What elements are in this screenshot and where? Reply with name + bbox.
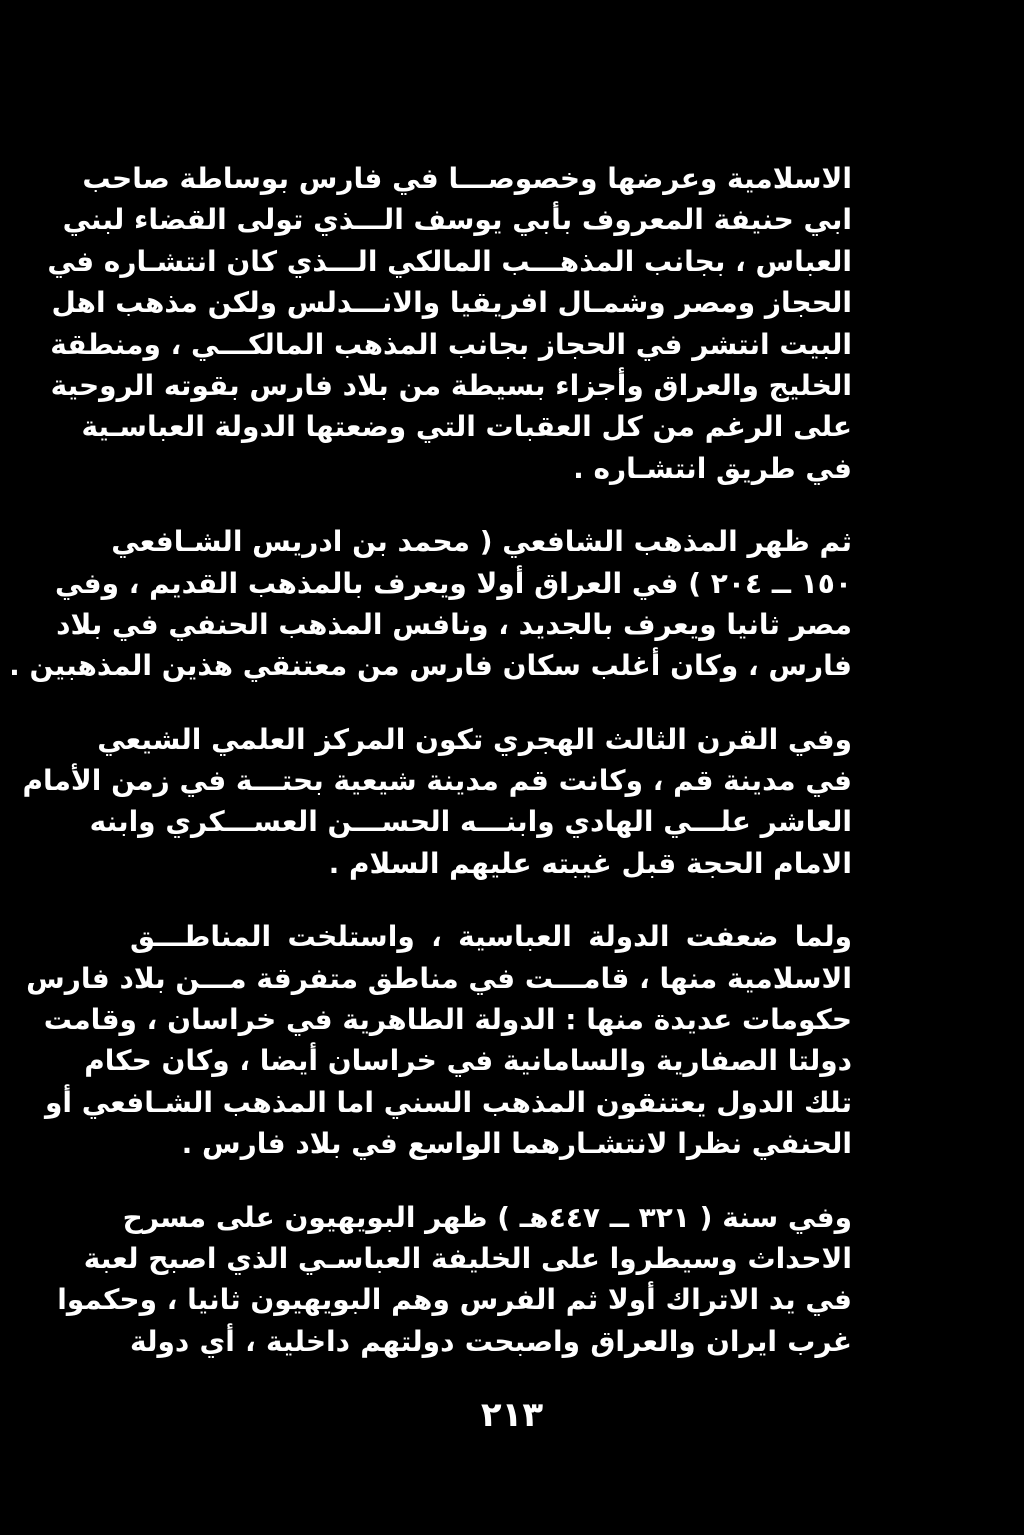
text-line: دولتا الصفارية والسامانية في خراسان أيضا ، وكان حكام — [84, 1044, 852, 1078]
paragraph-1 — [47, 158, 852, 489]
paragraph-5 — [57, 1197, 852, 1363]
text-line: في طريق انتشـاره . — [573, 451, 852, 485]
text-line: الاسلامية منها ، قامـــت في مناطق متفرقة مـــن بلاد فارس — [26, 961, 852, 995]
text-line: تلك الدول يعتنقون المذهب السني اما المذهب الشـافعي أو — [45, 1085, 852, 1119]
text-line: فارس ، وكان أغلب سكان فارس من معتنقي هذين المذهبين . — [9, 649, 852, 683]
text-line: الاسلامية وعرضها وخصوصـــا في فارس بوساطة صاحب — [82, 162, 852, 195]
text-line: مصر ثانيا ويعرف بالجديد ، ونافس المذهب الحنفي في بلاد — [56, 607, 852, 641]
text-line: العاشر علـــي الهادي وابنـــه الحســـن العســـكري وابنه — [89, 805, 852, 839]
paragraph-2 — [9, 521, 852, 687]
paragraph-gap — [130, 489, 852, 521]
text-line: في مدينة قم ، وكانت قم مدينة شيعية بحتـــة في زمن الأمام — [22, 764, 852, 798]
text-line: الخليج والعراق وأجزاء بسيطة من بلاد فارس بقوته الروحية — [50, 368, 852, 402]
text-line: على الرغم من كل العقبات التي وضعتها الدولة العباسـية — [81, 410, 852, 444]
text-line: غرب ايران والعراق واصبحت دولتهم داخلية ، أي دولة — [130, 1324, 852, 1358]
paragraph-gap — [130, 884, 852, 916]
text-line: في يد الاتراك أولا ثم الفرس وهم البويهيون ثانيا ، وحكموا — [57, 1283, 852, 1317]
text-line: العباس ، بجانب المذهـــب المالكي الـــذي كان انتشـاره في — [47, 244, 852, 278]
paragraph-gap — [130, 687, 852, 719]
text-line: ١٥٠ ــ ٢٠٤ ) في العراق أولا ويعرف بالمذهب القديم ، وفي — [54, 566, 852, 600]
text-line: وفي سنة ( ٣٢١ ــ ٤٤٧هـ ) ظهر البويهيون على مسرح — [122, 1200, 852, 1234]
text-line: الاحداث وسيطروا على الخليفة العباسـي الذي اصبح لعبة — [83, 1241, 852, 1275]
text-line: ثم ظهر المذهب الشافعي ( محمد بن ادريس الشـافعي — [111, 525, 852, 559]
paragraph-3 — [22, 719, 852, 885]
text-line: ولما ضعفت الدولة العباسية ، واستلخت المناطـــق — [130, 920, 852, 954]
body-text — [9, 158, 852, 1362]
text-line: وفي القرن الثالث الهجري تكون المركز العلمي الشيعي — [97, 722, 852, 756]
paragraph-gap — [130, 1165, 852, 1197]
text-line: الحنفي نظرا لانتشـارهما الواسع في بلاد فارس . — [181, 1127, 852, 1161]
text-line: حكومات عديدة منها : الدولة الطاهرية في خراسان ، وقامت — [43, 1003, 852, 1037]
text-line: الحجاز ومصر وشمـال افريقيا والانـــدلس ولكن مذهب اهل — [51, 286, 852, 320]
paragraph-4 — [26, 916, 852, 1164]
text-line: البيت انتشر في الحجاز بجانب المذهب المالكـــي ، ومنطقة — [50, 327, 852, 361]
page-number: ٢١٣ — [480, 1395, 544, 1435]
text-line: الامام الحجة قبل غيبته عليهم السلام . — [328, 846, 852, 880]
text-line: ابي حنيفة المعروف بأبي يوسف الـــذي تولى القضاء لبني — [62, 203, 852, 237]
